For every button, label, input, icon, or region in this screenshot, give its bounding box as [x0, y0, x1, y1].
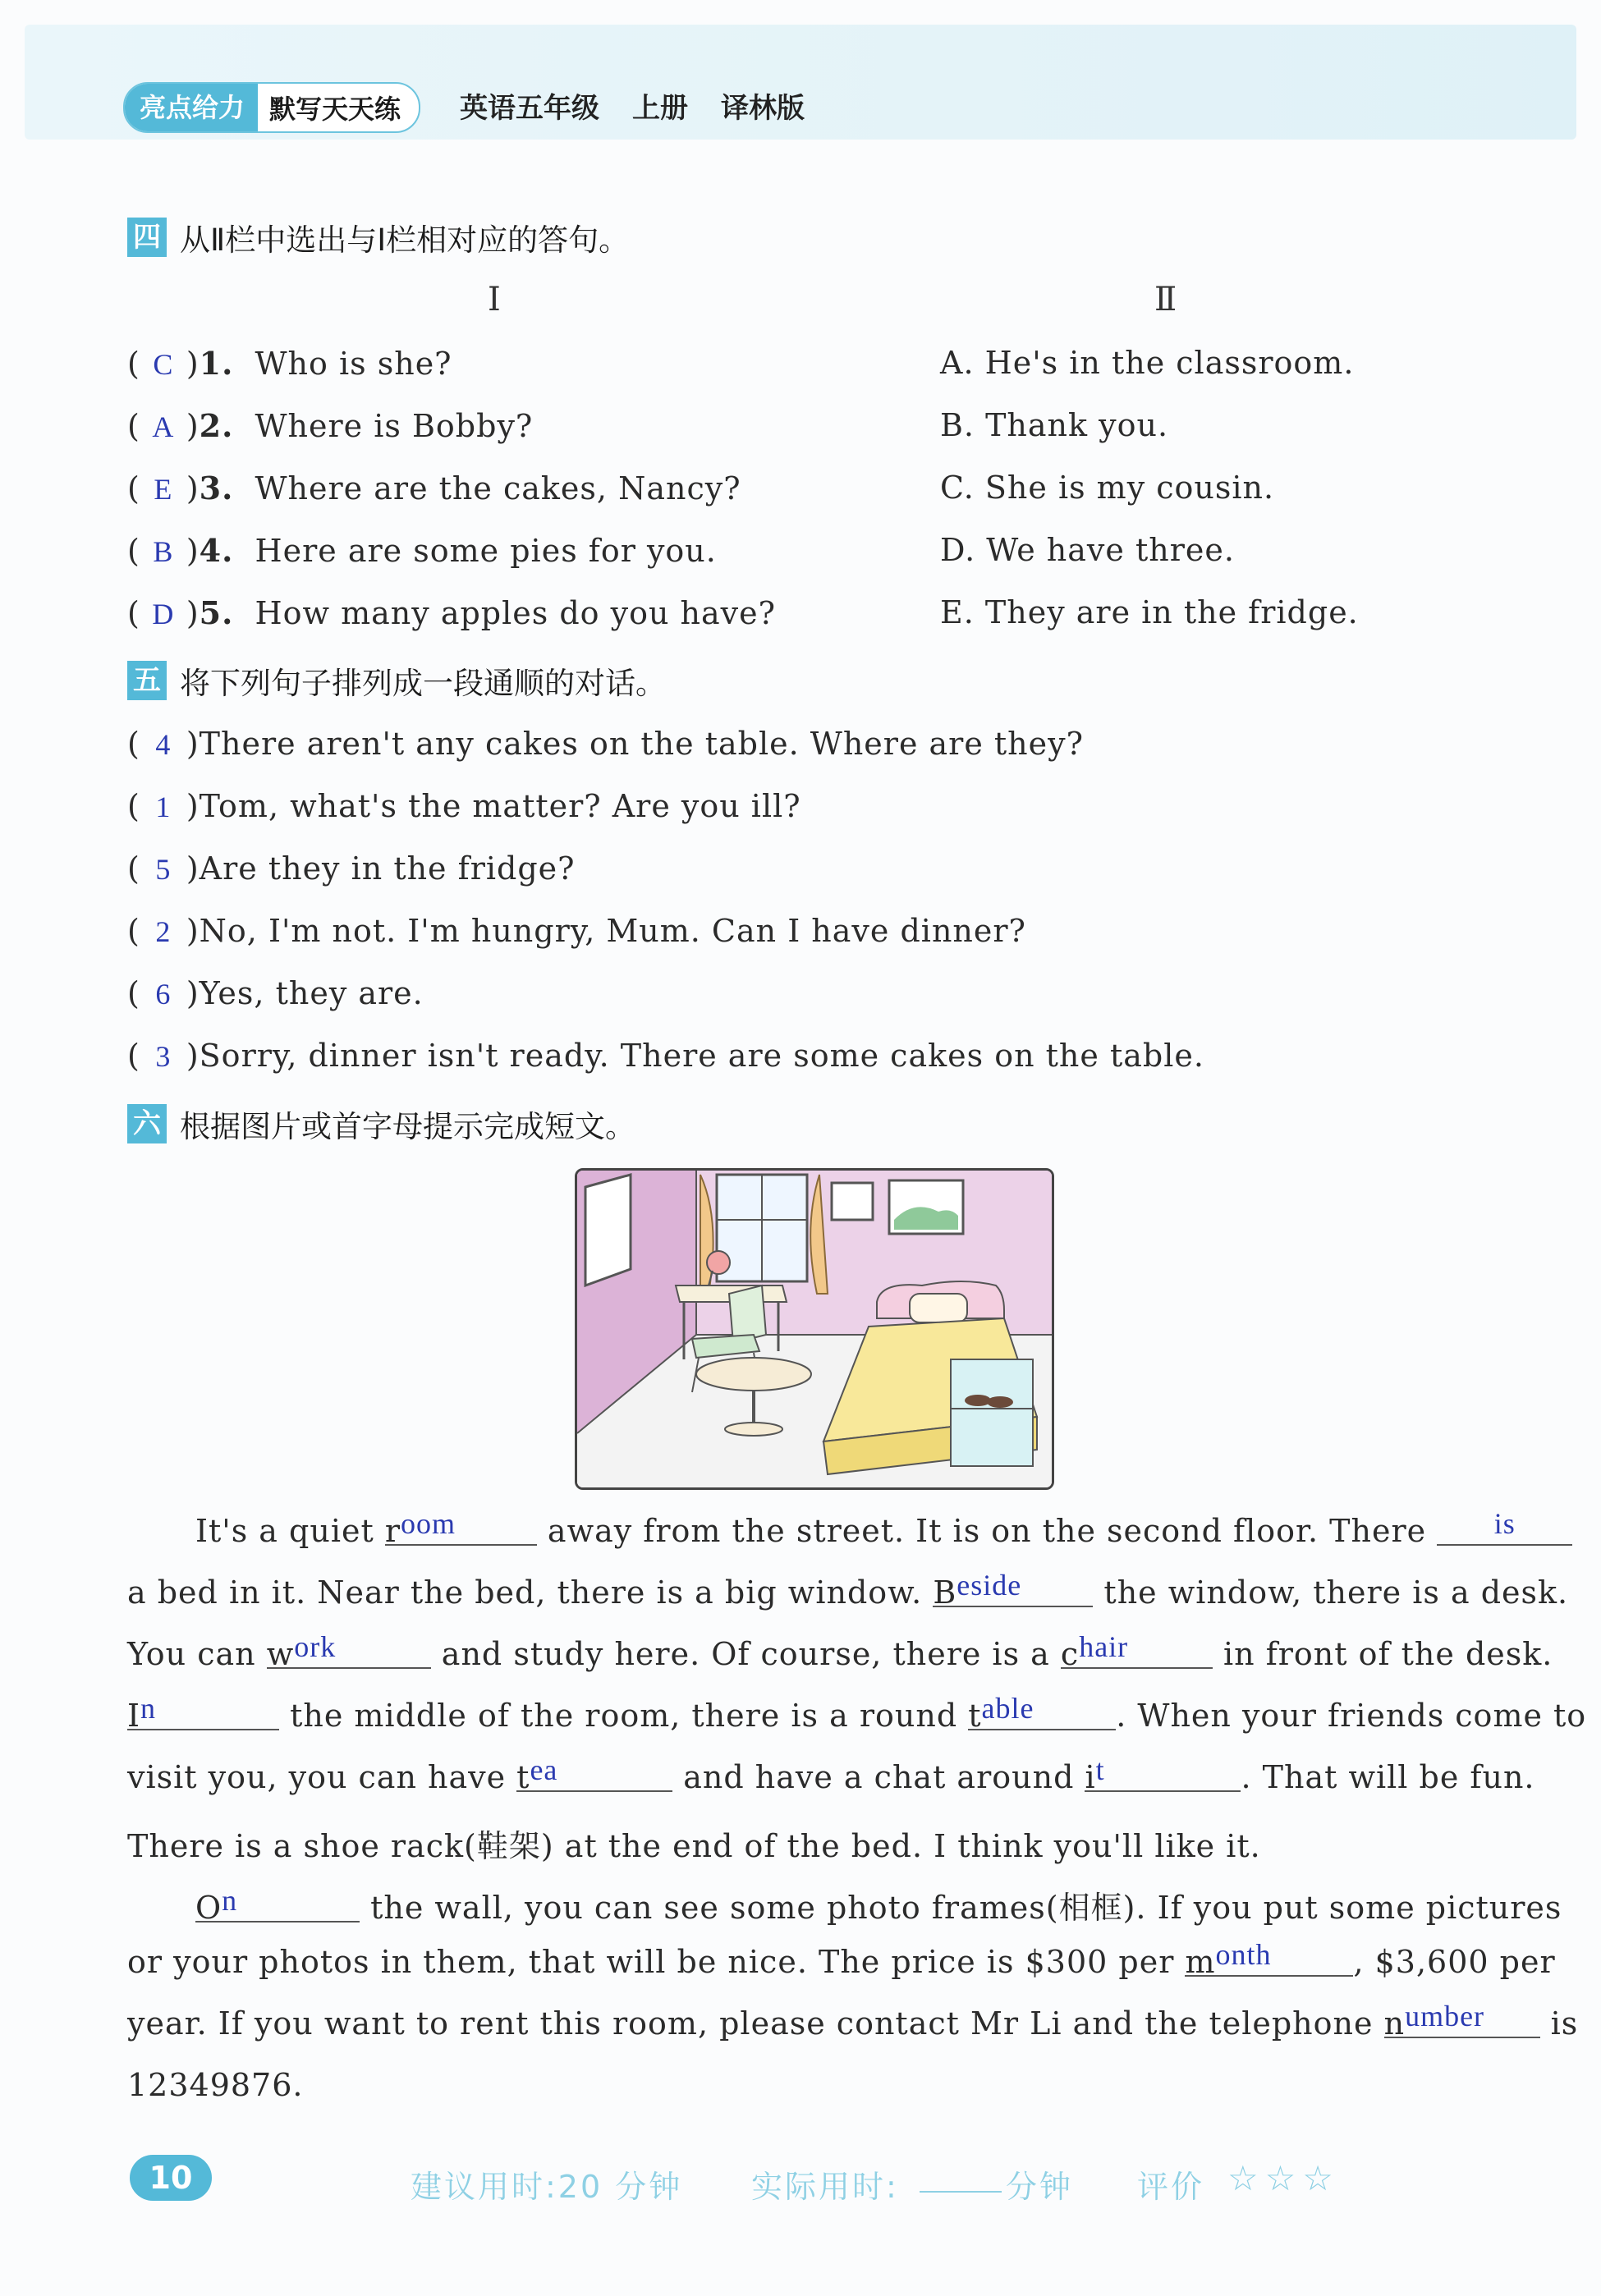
blank-chair[interactable]: chair [1061, 1636, 1213, 1669]
blank-is[interactable]: is [1437, 1513, 1572, 1546]
order-item: ( 6 )Yes, they are. [127, 975, 424, 1011]
order-field[interactable]: 4 [155, 728, 172, 761]
option-e: E. They are in the fridge. [940, 594, 1359, 630]
rating-label: 评价 [1137, 2169, 1205, 2205]
blank-in[interactable]: In [127, 1698, 279, 1730]
blank-beside[interactable]: Beside [933, 1574, 1093, 1607]
passage-line-10: 12349876. [127, 2067, 304, 2103]
blank-number[interactable]: number [1384, 2005, 1540, 2038]
minute-label: 分钟 [1006, 2169, 1074, 2205]
section6-title [127, 1102, 635, 1146]
passage-line-6: There is a shoe rack(鞋架) at the end of the bed. I think you'll like it. [127, 1828, 1261, 1864]
blank-on[interactable]: On [195, 1890, 360, 1922]
section4-number: 四 [127, 218, 167, 257]
passage-line-5: visit you, you can have tea and have a chat around it . That will be fun. [127, 1753, 1535, 1795]
volume: 上册 [632, 92, 688, 125]
match-item: ( B )4. Here are some pies for you. [127, 532, 717, 569]
option-a: A. He's in the classroom. [940, 345, 1355, 381]
section4-instruction: 从Ⅱ栏中选出与Ⅰ栏相对应的答句。 [180, 222, 630, 258]
edition: 译林版 [721, 92, 805, 125]
order-field[interactable]: 5 [155, 853, 172, 886]
blank-work[interactable]: work [267, 1636, 431, 1669]
order-field[interactable]: 3 [155, 1040, 172, 1073]
answer-field[interactable]: B [153, 535, 174, 568]
option-c: C. She is my cousin. [940, 470, 1275, 506]
blank-month[interactable]: month [1185, 1944, 1353, 1977]
brand-left: 亮点给力 [125, 84, 258, 131]
order-item: ( 1 )Tom, what's the matter? Are you ill? [127, 788, 801, 824]
order-item: ( 5 )Are they in the fridge? [127, 850, 576, 887]
blank-table[interactable]: table [968, 1698, 1116, 1730]
suggested-time: 建议用时:20 分钟 [411, 2169, 683, 2205]
passage-line-7: On the wall, you can see some photo frames(相框). If you put some pictures [195, 1884, 1562, 1926]
match-item: ( D )5. How many apples do you have? [127, 594, 776, 631]
answer-field[interactable]: C [153, 348, 174, 381]
blank-it[interactable]: it [1085, 1759, 1241, 1792]
section6-instruction: 根据图片或首字母提示完成短文。 [180, 1109, 635, 1144]
answer-field[interactable]: A [152, 410, 175, 443]
option-b: B. Thank you. [940, 407, 1169, 443]
order-item: ( 3 )Sorry, dinner isn't ready. There are some cakes on the table. [127, 1038, 1204, 1074]
match-item: ( A )2. Where is Bobby? [127, 407, 534, 444]
passage-line-4: In the middle of the room, there is a round table . When your friends come to [127, 1692, 1587, 1734]
match-item: ( C )1. Who is she? [127, 345, 452, 382]
section6-number: 六 [127, 1104, 167, 1143]
subject: 英语五年级 [460, 92, 599, 125]
actual-time-blank[interactable] [920, 2191, 1002, 2193]
actual-time-label: 实际用时: [751, 2169, 899, 2205]
blank-room[interactable]: room [385, 1513, 537, 1546]
section5-title [127, 658, 666, 703]
order-item: ( 2 )No, I'm not. I'm hungry, Mum. Can I have dinner? [127, 913, 1026, 949]
passage-line-8: or your photos in them, that will be nice. The price is $300 per month , $3,600 per [127, 1938, 1556, 1980]
order-item: ( 4 )There aren't any cakes on the table. Where are they? [127, 726, 1084, 762]
order-field[interactable]: 6 [155, 978, 172, 1011]
match-item: ( E )3. Where are the cakes, Nancy? [127, 470, 741, 506]
order-field[interactable]: 2 [155, 915, 172, 948]
rating-stars-icon[interactable]: ☆☆☆ [1227, 2158, 1340, 2198]
page-number: 10 [130, 2155, 212, 2201]
order-field[interactable]: 1 [155, 791, 172, 823]
passage-line-9: year. If you want to rent this room, please contact Mr Li and the telephone number is [127, 2000, 1579, 2042]
passage-line-2: a bed in it. Near the bed, there is a big window. Beside the window, there is a desk. [127, 1569, 1569, 1611]
room-illustration [575, 1168, 1054, 1490]
column-1-heading: Ⅰ [488, 281, 501, 319]
brand-right: 默写天天练 [269, 94, 401, 125]
section5-instruction: 将下列句子排列成一段通顺的对话。 [180, 666, 666, 701]
answer-field[interactable]: E [154, 473, 173, 506]
option-d: D. We have three. [940, 532, 1235, 568]
footer [0, 2155, 1601, 2212]
book-info [460, 85, 805, 126]
section4-title [127, 215, 629, 259]
brand-badge [123, 82, 420, 133]
passage-line-1: It's a quiet room away from the street. It is on the second floor. There is [195, 1513, 1562, 1549]
answer-field[interactable]: D [152, 598, 175, 630]
passage-line-3: You can work and study here. Of course, there is a chair in front of the desk. [127, 1630, 1553, 1672]
section5-number: 五 [127, 661, 167, 700]
column-2-heading: Ⅱ [1154, 281, 1177, 319]
blank-tea[interactable]: tea [516, 1759, 672, 1792]
